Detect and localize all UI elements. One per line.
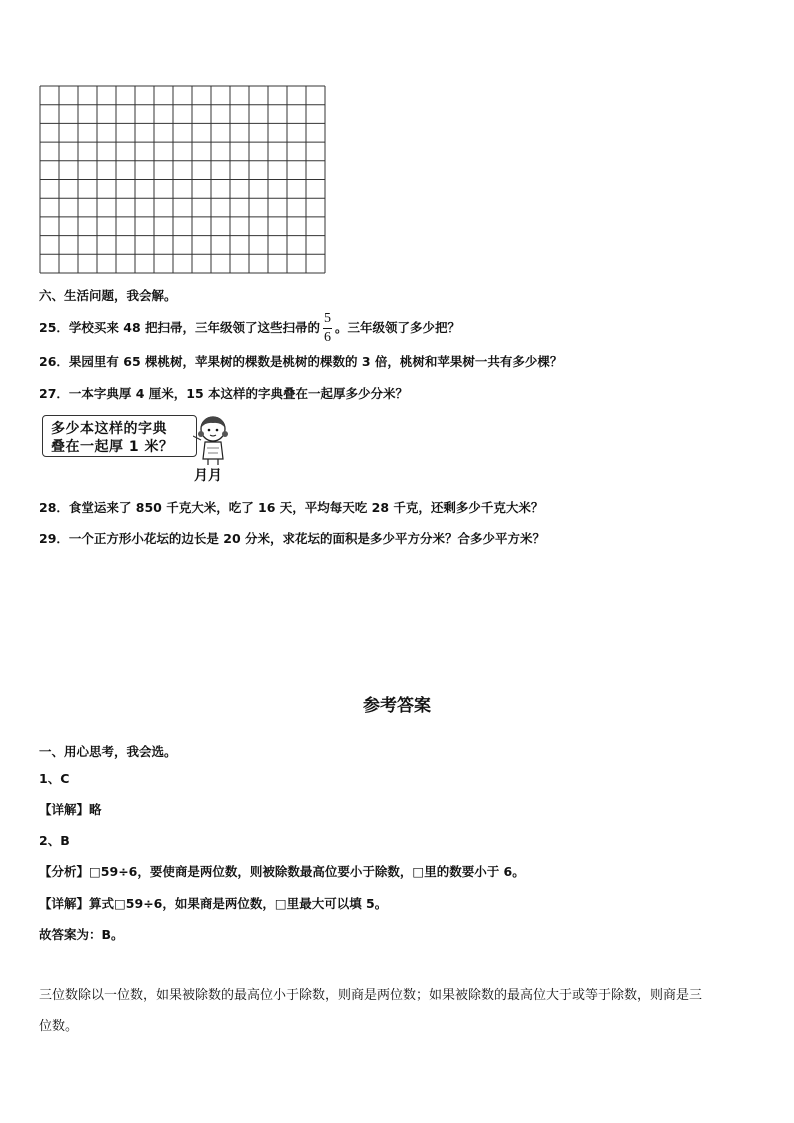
answers-title: 参考答案 — [363, 696, 431, 716]
question-25-text-after: 。三年级领了多少把？ — [335, 320, 461, 335]
question-29: 29．一个正方形小花坛的边长是 20 分米，求花坛的面积是多少平方分米？合多少平方米？ — [39, 531, 545, 546]
question-25-text-before: 25．学校买来 48 把扫帚，三年级领了这些扫帚的 — [39, 320, 320, 335]
question-28: 28．食堂运来了 850 千克大米，吃了 16 天，平均每天吃 28 千克，还剩多少千克大米？ — [39, 500, 544, 515]
speech-bubble-line-1: 多少本这样的字典 — [51, 421, 167, 437]
question-26: 26．果园里有 65 棵桃树，苹果树的棵数是桃树的棵数的 3 倍，桃树和苹果树一共有多少棵？ — [39, 354, 563, 369]
girl-name-label: 月月 — [194, 468, 222, 484]
answers-section-1-heading: 一、用心思考，我会选。 — [39, 744, 177, 759]
fraction-denominator: 6 — [324, 329, 331, 345]
answer-2-conclusion: 故答案为：B。 — [39, 927, 124, 942]
note-line-1: 三位数除以一位数，如果被除数的最高位小于除数，则商是两位数；如果被除数的最高位大于或等于除数，则商是三 — [39, 988, 703, 1003]
fraction-bar — [323, 328, 332, 329]
answer-2: 2、B — [39, 833, 70, 848]
girl-figure-icon — [193, 414, 233, 466]
answer-1-detail: 【详解】略 — [39, 802, 102, 817]
note-line-2: 位数。 — [39, 1019, 79, 1034]
grid-paper — [39, 85, 327, 275]
answer-2-analysis: 【分析】□59÷6，要使商是两位数，则被除数最高位要小于除数，□里的数要小于 6。 — [39, 864, 525, 879]
speech-bubble-line-2: 叠在一起厚 1 米？ — [51, 439, 174, 455]
answer-2-detail: 【详解】算式□59÷6，如果商是两位数，□里最大可以填 5。 — [39, 896, 388, 911]
speech-bubble — [42, 415, 197, 457]
section-6-heading: 六、生活问题，我会解。 — [39, 288, 177, 303]
question-25 — [39, 308, 460, 348]
answer-1: 1、C — [39, 771, 70, 786]
fraction-numerator: 5 — [324, 310, 331, 326]
question-27: 27．一本字典厚 4 厘米，15 本这样的字典叠在一起厚多少分米？ — [39, 386, 409, 401]
fraction-five-sixths — [323, 312, 332, 345]
